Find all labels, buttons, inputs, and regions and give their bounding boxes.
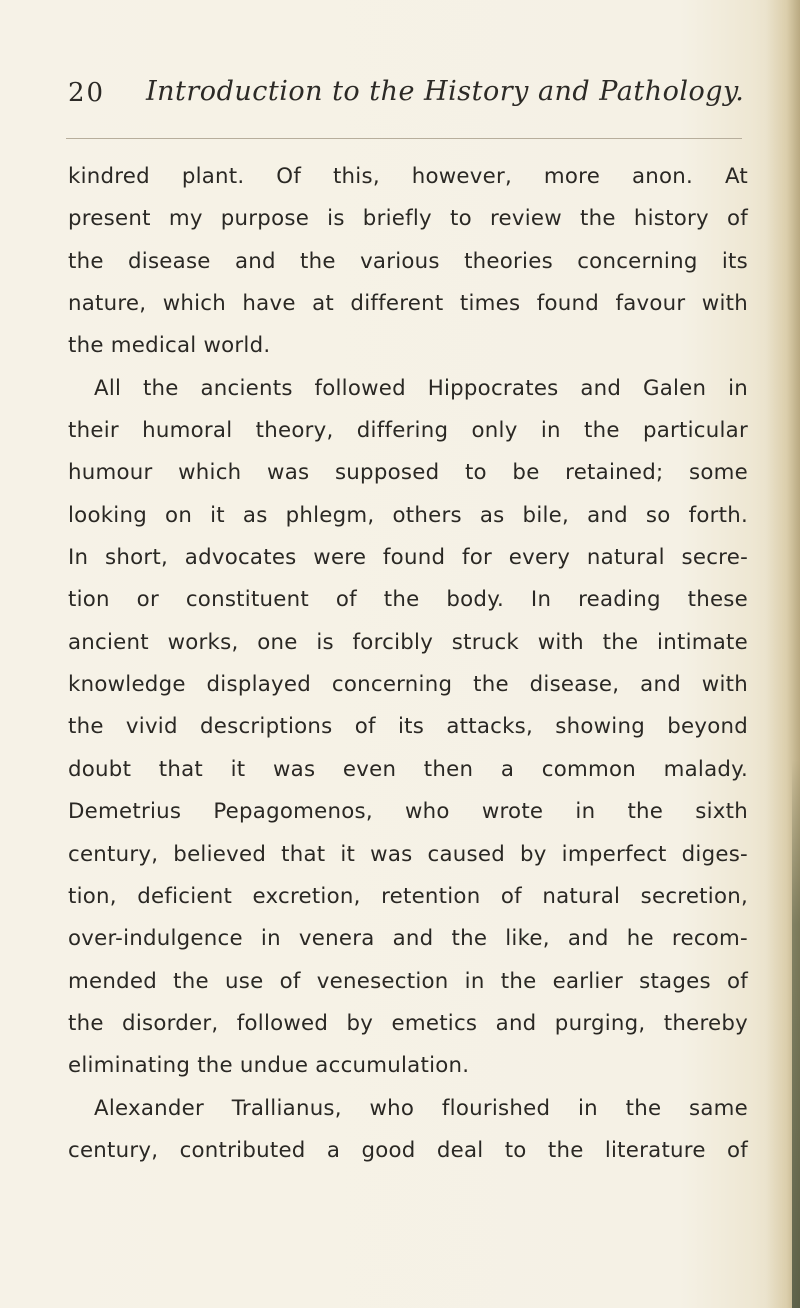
body-text xyxy=(68,156,748,1172)
text-line: century, believed that it was caused by imperfect diges- xyxy=(68,841,748,867)
text-line: eliminating the undue accumulation. xyxy=(68,1053,470,1079)
text-line: present my purpose is briefly to review the history of xyxy=(68,206,748,232)
text-line: kindred plant. Of this, however, more anon. At xyxy=(68,164,748,189)
header-rule xyxy=(66,138,742,139)
page-number: 20 xyxy=(68,78,106,108)
text-line: All the ancients followed Hippocrates and Galen in xyxy=(94,375,748,401)
text-line: Alexander Trallianus, who flourished in the same xyxy=(94,1095,748,1121)
text-line: doubt that it was even then a common malady. xyxy=(68,756,748,782)
running-title: Introduction to the History and Pathology. xyxy=(146,76,745,107)
page-edge-shadow xyxy=(792,760,800,1308)
text-line: nature, which have at different times found favour with xyxy=(68,291,748,317)
text-line: century, contributed a good deal to the literature of xyxy=(68,1137,748,1163)
text-line: tion or constituent of the body. In reading these xyxy=(68,587,748,613)
text-line: tion, deficient excretion, retention of natural secretion, xyxy=(68,883,748,909)
text-line: Demetrius Pepagomenos, who wrote in the sixth xyxy=(68,799,748,825)
text-line: mended the use of venesection in the earlier stages of xyxy=(68,968,748,994)
text-line: knowledge displayed concerning the disease, and with xyxy=(68,672,748,698)
text-line: the vivid descriptions of its attacks, showing beyond xyxy=(68,714,748,740)
text-line: the disease and the various theories concerning its xyxy=(68,248,748,274)
text-line: looking on it as phlegm, others as bile, and so forth. xyxy=(68,502,748,528)
text-line: ancient works, one is forcibly struck with the intimate xyxy=(68,629,748,655)
text-line: the disorder, followed by emetics and purging, thereby xyxy=(68,1010,748,1036)
text-line: the medical world. xyxy=(68,333,271,359)
text-line: humour which was supposed to be retained; some xyxy=(68,460,748,486)
running-header xyxy=(68,78,748,130)
text-line: over-indulgence in venera and the like, and he recom- xyxy=(68,926,748,952)
text-line: In short, advocates were found for every natural secre- xyxy=(68,545,748,571)
text-line: their humoral theory, differing only in the particular xyxy=(68,418,748,444)
